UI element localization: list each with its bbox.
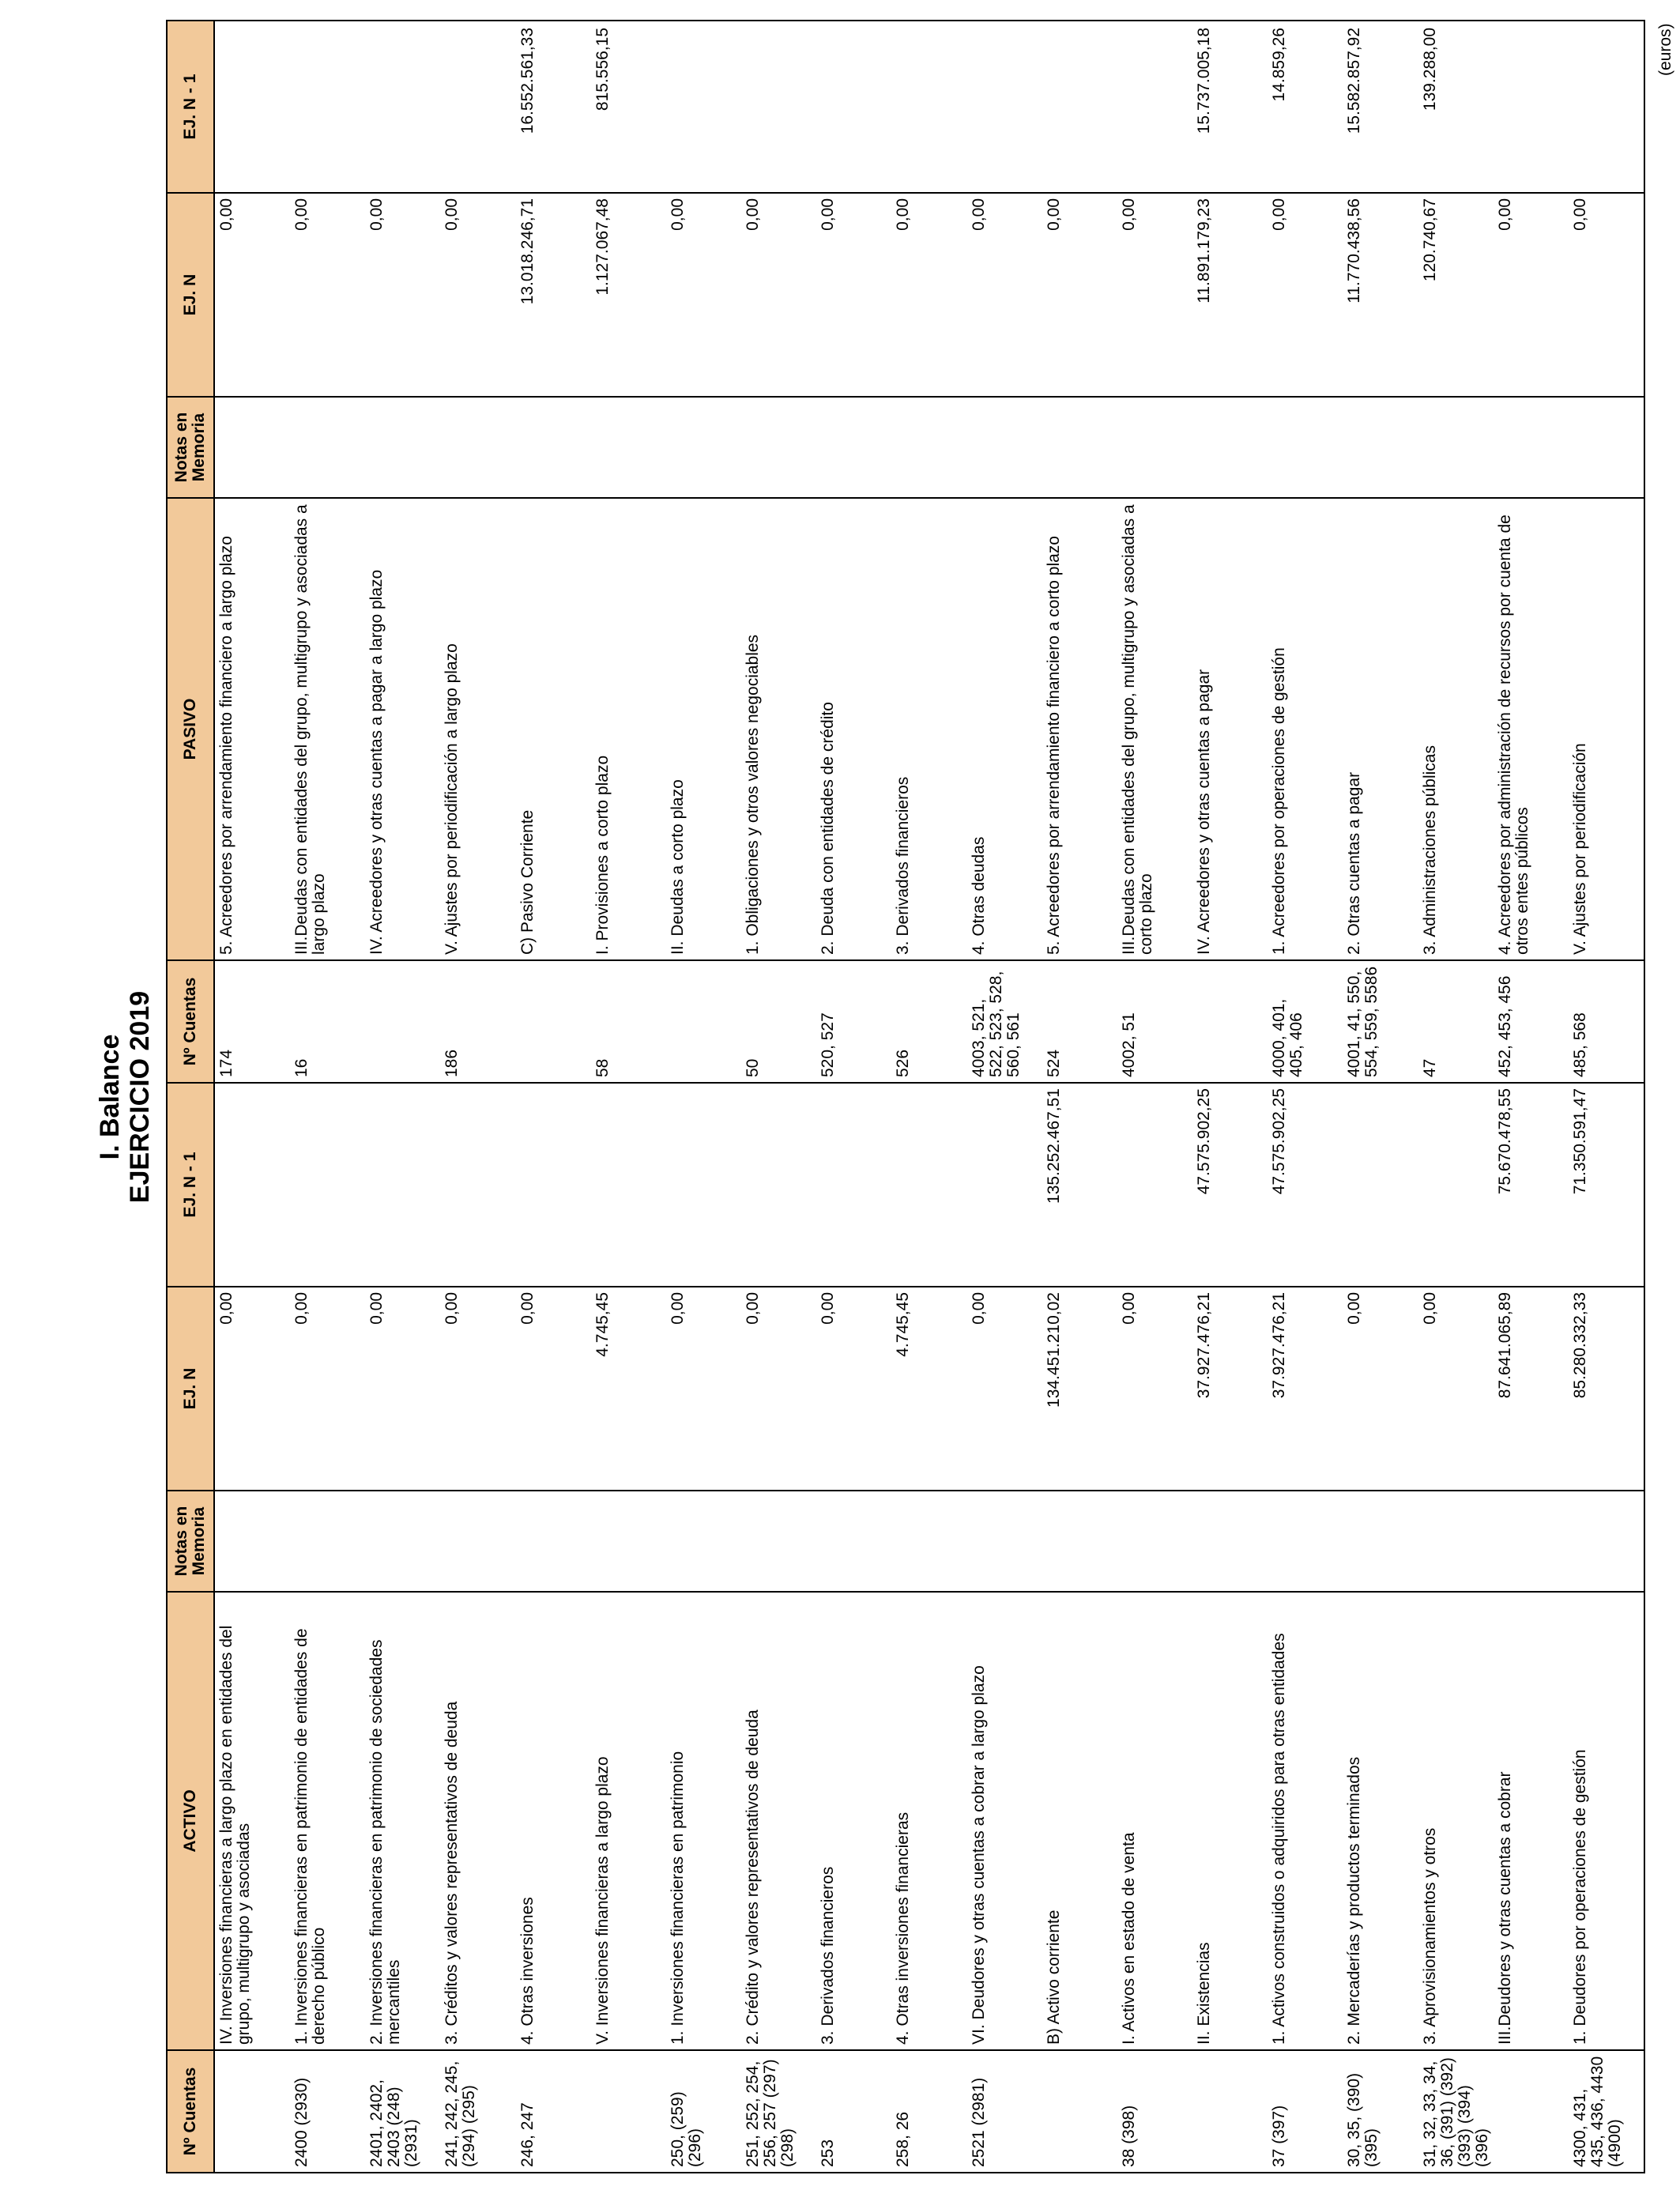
cell-ej-n1-pasivo [1494,23,1569,192]
cell-notas-pasivo [1117,398,1192,497]
cell-ej-n-pasivo: 0,00 [217,198,235,231]
cell-ej-n1-activo: 47.575.902,25 [1195,1088,1214,1195]
cell-notas-pasivo [591,398,666,497]
header-col-pasivo: PASIVO [168,497,215,959]
cell-cuentas-pasivo: 4002, 51 [1119,1012,1138,1077]
header-col-ej-n-activo: EJ. N [168,1286,215,1490]
cell-cuentas-activo [215,2051,290,2172]
cell-cuentas-pasivo: 452, 453, 456 [1495,975,1514,1077]
cell-ej-n-pasivo: 0,00 [292,198,311,231]
cell-pasivo: 1. Obligaciones y otros valores negociables [744,634,763,955]
cell-notas-pasivo [516,398,591,497]
cell-ej-n1-pasivo [891,23,966,192]
cell-cuentas-pasivo: 485, 568 [1570,1012,1589,1077]
cell-notas-activo [440,1491,515,1591]
cell-ej-n-pasivo: 120.740,67 [1420,198,1439,282]
cell-pasivo: 4. Acreedores por administración de recursos por cuenta de otros entes públicos [1495,515,1531,955]
cell-ej-n-activo: 0,00 [217,1292,235,1325]
cell-cuentas-pasivo: 4001, 41, 550, 554, 559, 5586 [1345,966,1381,1077]
cell-notas-pasivo [1192,398,1268,497]
header-col-ej-n-pasivo: EJ. N [168,192,215,396]
cell-ej-n-activo: 0,00 [744,1292,763,1325]
cell-ej-n1-activo [1418,1084,1494,1286]
cell-pasivo: III.Deudas con entidades del grupo, multigrupo y asociadas a largo plazo [292,504,329,955]
cell-activo: 3. Derivados financieros [819,1866,838,2045]
cell-notas-pasivo [891,398,966,497]
cell-ej-n-pasivo: 0,00 [443,198,461,231]
cell-pasivo: IV. Acreedores y otras cuentas a pagar [1195,669,1214,955]
cell-notas-activo [1192,1491,1268,1591]
cell-ej-n-pasivo: 0,00 [969,198,988,231]
cell-notas-activo [816,1491,891,1591]
cell-ej-n1-pasivo [290,23,365,192]
cell-notas-pasivo [440,398,515,497]
cell-ej-n-activo: 0,00 [1119,1292,1138,1325]
cell-cuentas-pasivo: 4003, 521, 522, 523, 528, 560, 561 [969,971,1023,1077]
cell-cuentas-activo [1042,2051,1117,2172]
cell-ej-n-activo: 0,00 [668,1292,687,1325]
cell-cuentas-activo: 30, 35, (390) (395) [1345,2072,1381,2167]
cell-cuentas-pasivo [666,961,741,1082]
cell-notas-pasivo [365,398,440,497]
cell-pasivo: 4. Otras deudas [969,836,988,955]
cell-ej-n-activo: 37.927.476,21 [1270,1292,1289,1399]
cell-ej-n-pasivo: 0,00 [668,198,687,231]
cell-pasivo: 1. Acreedores por operaciones de gestión [1270,647,1289,955]
cell-notas-pasivo [215,398,290,497]
cell-ej-n-activo: 0,00 [969,1292,988,1325]
cell-ej-n1-activo [591,1084,666,1286]
cell-notas-pasivo [1418,398,1494,497]
cell-ej-n1-activo [215,1084,290,1286]
cell-cuentas-pasivo: 524 [1044,1049,1063,1077]
cell-ej-n1-pasivo: 15.582.857,92 [1345,28,1364,134]
cell-cuentas-pasivo: 174 [217,1049,235,1077]
cell-ej-n1-pasivo [967,23,1042,192]
cell-ej-n-pasivo: 1.127.067,48 [593,198,612,296]
cell-cuentas-activo: 2401, 2402, 2403 (248) (2931) [367,2079,421,2167]
cell-cuentas-activo: 2521 (2981) [969,2077,988,2167]
cell-ej-n1-activo [1343,1084,1418,1286]
cell-notas-activo [1268,1491,1343,1591]
cell-notas-pasivo [1268,398,1343,497]
cell-notas-activo [1569,1491,1644,1591]
page-title: I. Balance [95,1034,125,1160]
cell-activo: 1. Deudores por operaciones de gestión [1570,1749,1589,2045]
cell-activo: V. Inversiones financieras a largo plazo [593,1756,612,2045]
cell-pasivo: C) Pasivo Corriente [518,809,537,955]
cell-cuentas-activo: 258, 26 [894,2111,913,2167]
cell-ej-n1-activo [816,1084,891,1286]
cell-ej-n-activo: 85.280.332,33 [1570,1292,1589,1399]
cell-ej-n-activo: 0,00 [1420,1292,1439,1325]
cell-ej-n1-activo: 71.350.591,47 [1570,1088,1589,1195]
cell-pasivo: 5. Acreedores por arrendamiento financiero a largo plazo [217,536,235,955]
cell-ej-n1-pasivo [440,23,515,192]
cell-ej-n-pasivo: 13.018.246,71 [518,198,537,305]
cell-ej-n1-pasivo [741,23,816,192]
cell-ej-n1-activo [516,1084,591,1286]
cell-ej-n1-activo [440,1084,515,1286]
cell-cuentas-activo: 241, 242, 245, (294) (295) [443,2060,479,2167]
cell-cuentas-pasivo: 47 [1420,1058,1439,1077]
cell-ej-n-activo: 0,00 [518,1292,537,1325]
cell-pasivo: V. Ajustes por periodificación [1570,743,1589,955]
cell-notas-activo [1042,1491,1117,1591]
header-col-cuentas-pasivo: Nº Cuentas [168,959,215,1082]
cell-ej-n1-pasivo: 16.552.561,33 [518,28,537,134]
cell-cuentas-activo: 250, (259) (296) [668,2091,704,2167]
currency-note: (euros) [1656,23,1674,76]
cell-cuentas-pasivo [365,961,440,1082]
cell-cuentas-activo: 4300, 431, 435, 436, 4430 (4900) [1570,2056,1624,2167]
balance-grid [166,20,1645,2173]
cell-notas-activo [1494,1491,1569,1591]
cell-notas-pasivo [290,398,365,497]
cell-activo: 1. Inversiones financieras en patrimonio [668,1751,687,2045]
cell-ej-n-pasivo: 0,00 [1119,198,1138,231]
header-col-ej-n1-pasivo: EJ. N - 1 [168,21,215,192]
cell-activo: II. Existencias [1195,1942,1214,2045]
cell-ej-n1-activo [666,1084,741,1286]
cell-ej-n1-activo: 135.252.467,51 [1044,1088,1063,1204]
cell-cuentas-pasivo: 186 [443,1049,461,1077]
cell-ej-n1-pasivo: 815.556,15 [593,28,612,111]
cell-cuentas-activo: 251, 252, 254, 256, 257 (297) (298) [744,2059,797,2167]
cell-ej-n1-activo [1117,1084,1192,1286]
cell-activo: 4. Otras inversiones financieras [894,1811,913,2045]
cell-cuentas-activo: 2400 (2930) [292,2077,311,2167]
cell-notas-activo [591,1491,666,1591]
cell-ej-n1-pasivo [1042,23,1117,192]
cell-ej-n1-activo [967,1084,1042,1286]
cell-ej-n-activo: 4.745,45 [593,1292,612,1357]
cell-cuentas-activo: 31, 32, 33, 34, 36, (391) (392) (393) (394) (396) [1420,2057,1491,2167]
cell-pasivo: III.Deudas con entidades del grupo, multigrupo y asociadas a corto plazo [1119,504,1155,955]
cell-notas-activo [290,1491,365,1591]
cell-notas-activo [516,1491,591,1591]
cell-ej-n1-pasivo: 14.859,26 [1270,28,1289,102]
cell-activo: 3. Créditos y valores representativos de deuda [443,1701,461,2045]
cell-notas-activo [365,1491,440,1591]
cell-cuentas-pasivo: 50 [744,1058,763,1077]
cell-ej-n-pasivo: 0,00 [1495,198,1514,231]
cell-ej-n-activo: 4.745,45 [894,1292,913,1357]
cell-notas-pasivo [816,398,891,497]
cell-notas-pasivo [1494,398,1569,497]
cell-ej-n-activo: 0,00 [1345,1292,1364,1325]
cell-notas-activo [1117,1491,1192,1591]
cell-ej-n1-pasivo [816,23,891,192]
cell-activo: 2. Inversiones financieras en patrimonio de sociedades mercantiles [367,1639,404,2045]
cell-cuentas-pasivo: 526 [894,1049,913,1077]
cell-pasivo: V. Ajustes por periodificación a largo plazo [443,643,461,955]
cell-ej-n-activo: 0,00 [367,1292,386,1325]
cell-ej-n-activo: 134.451.210,02 [1044,1292,1063,1408]
cell-notas-activo [967,1491,1042,1591]
cell-notas-activo [1418,1491,1494,1591]
cell-notas-activo [741,1491,816,1591]
cell-pasivo: 2. Deuda con entidades de crédito [819,702,838,955]
cell-activo: IV. Inversiones financieras a largo plazo en entidades del grupo, multigrupo y asociadas [217,1625,253,2045]
header-col-cuentas-activo: Nº Cuentas [168,2049,215,2172]
cell-cuentas-pasivo: 520, 527 [819,1012,838,1077]
cell-notas-pasivo [1343,398,1418,497]
cell-ej-n-pasivo: 0,00 [1570,198,1589,231]
cell-cuentas-pasivo: 58 [593,1058,612,1077]
cell-cuentas-activo: 37 (397) [1270,2105,1289,2167]
cell-cuentas-activo: 253 [819,2139,838,2167]
cell-activo: 1. Inversiones financieras en patrimonio de entidades de derecho público [292,1628,329,2045]
cell-cuentas-activo [1192,2051,1268,2172]
cell-cuentas-pasivo [516,961,591,1082]
cell-pasivo: 3. Administraciones públicas [1420,745,1439,955]
cell-ej-n1-pasivo: 139.288,00 [1420,28,1439,111]
cell-ej-n-pasivo: 11.891.179,23 [1195,198,1214,303]
cell-ej-n1-pasivo [1569,23,1644,192]
cell-ej-n-activo: 0,00 [443,1292,461,1325]
cell-ej-n-pasivo: 0,00 [367,198,386,231]
cell-ej-n1-activo: 47.575.902,25 [1270,1088,1289,1195]
cell-ej-n1-pasivo: 15.737.005,18 [1195,28,1214,134]
header-col-activo: ACTIVO [168,1591,215,2049]
cell-ej-n1-activo: 75.670.478,55 [1495,1088,1514,1195]
cell-pasivo: 3. Derivados financieros [894,776,913,955]
cell-activo: 3. Aprovisionamientos y otros [1420,1827,1439,2045]
cell-cuentas-activo: 38 (398) [1119,2105,1138,2167]
cell-ej-n1-activo [891,1084,966,1286]
cell-activo: I. Activos en estado de venta [1119,1832,1138,2045]
header-col-notas-pasivo: Notas en Memoria [168,396,215,497]
header-col-ej-n1-activo: EJ. N - 1 [168,1082,215,1286]
cell-notas-activo [666,1491,741,1591]
cell-cuentas-activo: 246, 247 [518,2102,537,2167]
cell-notas-activo [891,1491,966,1591]
cell-activo: B) Activo corriente [1044,1909,1063,2045]
cell-notas-pasivo [1569,398,1644,497]
cell-notas-activo [215,1491,290,1591]
cell-pasivo: IV. Acreedores y otras cuentas a pagar a largo plazo [367,569,386,955]
cell-ej-n-activo: 0,00 [292,1292,311,1325]
cell-ej-n-activo: 37.927.476,21 [1195,1292,1214,1399]
cell-ej-n-pasivo: 0,00 [744,198,763,231]
cell-ej-n1-pasivo [215,23,290,192]
cell-pasivo: I. Provisiones a corto plazo [593,755,612,955]
cell-cuentas-activo [1494,2051,1569,2172]
cell-activo: III.Deudores y otras cuentas a cobrar [1495,1771,1514,2045]
cell-notas-pasivo [967,398,1042,497]
header-col-notas-activo: Notas en Memoria [168,1490,215,1591]
cell-activo: 1. Activos construidos o adquiridos para otras entidades [1270,1633,1289,2045]
cell-ej-n-activo: 0,00 [819,1292,838,1325]
cell-activo: 4. Otras inversiones [518,1897,537,2045]
cell-pasivo: 5. Acreedores por arrendamiento financiero a corto plazo [1044,536,1063,955]
cell-cuentas-pasivo: 4000, 401, 405, 406 [1270,998,1306,1077]
cell-notas-activo [1343,1491,1418,1591]
cell-cuentas-activo [591,2051,666,2172]
cell-ej-n-activo: 87.641.065,89 [1495,1292,1514,1399]
cell-ej-n1-pasivo [1117,23,1192,192]
cell-ej-n-pasivo: 0,00 [819,198,838,231]
cell-pasivo: II. Deudas a corto plazo [668,779,687,955]
page-subtitle: EJERCICIO 2019 [125,990,155,1204]
cell-cuentas-pasivo [1192,961,1268,1082]
cell-notas-pasivo [1042,398,1117,497]
cell-pasivo: 2. Otras cuentas a pagar [1345,771,1364,955]
cell-activo: 2. Mercaderías y productos terminados [1345,1756,1364,2045]
cell-ej-n-pasivo: 11.770.438,56 [1345,198,1364,303]
cell-ej-n1-activo [365,1084,440,1286]
cell-ej-n-pasivo: 0,00 [894,198,913,231]
cell-notas-pasivo [666,398,741,497]
cell-activo: VI. Deudores y otras cuentas a cobrar a largo plazo [969,1665,988,2045]
cell-ej-n1-pasivo [365,23,440,192]
cell-ej-n-pasivo: 0,00 [1044,198,1063,231]
cell-activo: 2. Crédito y valores representativos de deuda [744,1710,763,2045]
cell-cuentas-pasivo: 16 [292,1058,311,1077]
cell-notas-pasivo [741,398,816,497]
cell-ej-n1-activo [741,1084,816,1286]
cell-ej-n-pasivo: 0,00 [1270,198,1289,231]
cell-ej-n1-activo [290,1084,365,1286]
cell-ej-n1-pasivo [666,23,741,192]
